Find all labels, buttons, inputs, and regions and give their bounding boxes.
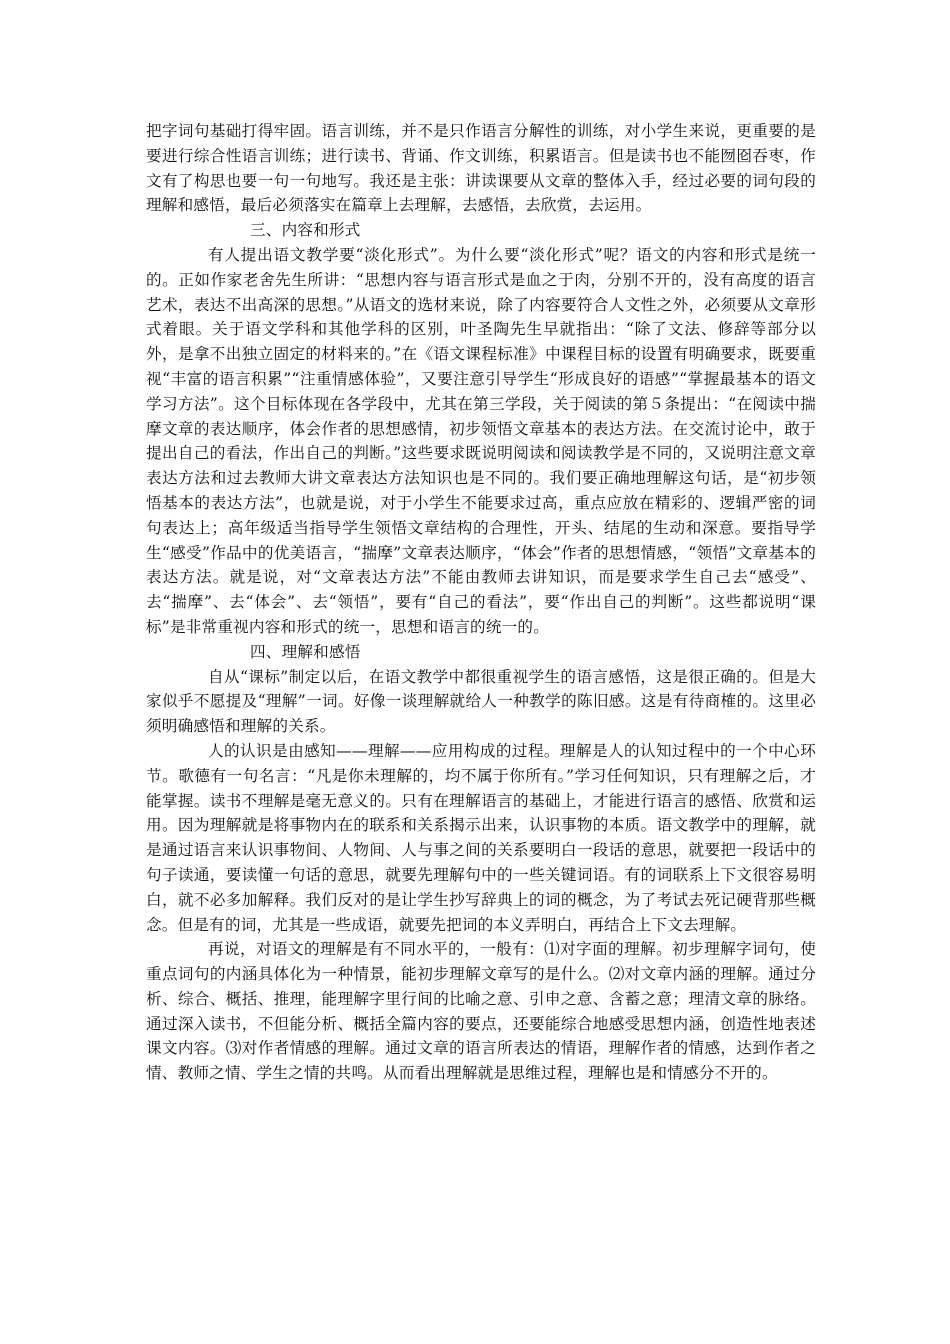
paragraph-content-and-form: 有人提出语文教学要“淡化形式”。为什么要“淡化形式”呢？语文的内容和形式是统一的。正如作家老舍先生所讲：“思想内容与语言形式是血之于肉，分别不开的，没有高度的语言艺术，表达不出高深的思想。”从语文的选材来说，除了内容要符合人文性之外，必须要从文章形式着眼。关于语文学科和其他学科的区别，叶圣陶先生早就指出：“除了文法、修辞等部分以外，是拿不出独立固定的材料来的。”在《语文课程标准》中课程目标的设置有明确要求，既要重视“丰富的语言积累”“注重情感体验”，又要注意引导学生“形成良好的语感”“掌握最基本的语文学习方法”。这个目标体现在各学段中，尤其在第三学段，关于阅读的第５条提出：“在阅读中揣摩文章的表达顺序，体会作者的思想感情，初步领悟文章基本的表达方法。在交流讨论中，敢于提出自己的看法，作出自己的判断。”这些要求既说明阅读和阅读教学是不同的，又说明注意文章表达方法和过去教师大讲文章表达方法知识也是不同的。我们要正确地理解这句话，是“初步领悟基本的表达方法”，也就是说，对于小学生不能要求过高，重点应放在精彩的、逻辑严密的词句表达上；高年级适当指导学生领悟文章结构的合理性，开头、结尾的生动和深意。要指导学生“感受”作品中的优美语言，“揣摩”文章表达顺序，“体会”作者的思想情感，“领悟”文章基本的表达方法。就是说，对“文章表达方法”不能由教师去讲知识，而是要求学生自己去“感受”、去“揣摩”、去“体会”、去“领悟”，要有“自己的看法”，要“作出自己的判断”。这些都说明“课标”是非常重视内容和形式的统一，思想和语言的统一的。 xyxy=(146,245,816,636)
section-heading-understanding-and-perception: 四、理解和感悟 xyxy=(250,642,361,661)
document-page xyxy=(146,119,816,1086)
paragraph-intro: 把字词句基础打得牢固。语言训练，并不是只作语言分解性的训练，对小学生来说，更重要的是要进行综合性语言训练；进行读书、背诵、作文训练，积累语言。但是读书也不能囫囵吞枣，作文有了构思也要一句一句地写。我还是主张：讲读课要从文章的整体入手，经过必要的词句段的理解和感悟，最后必须落实在篇章上去理解，去感悟，去欣赏，去运用。 xyxy=(146,122,816,215)
paragraph-cognition-process: 人的认识是由感知——理解——应用构成的过程。理解是人的认知过程中的一个中心环节。歌德有一句名言：“凡是你未理解的，均不属于你所有。”学习任何知识，只有理解之后，才能掌握。读书不理解是毫无意义的。只有在理解语言的基础上，才能进行语言的感悟、欣赏和运用。因为理解就是将事物内在的联系和关系揭示出来，认识事物的本质。语文教学中的理解，就是通过语言来认识事物间、人物间、人与事之间的关系要明白一段话的意思，就要把一段话中的句子读通，要读懂一句话的意思，就要先理解句中的一些关键词语。有的词联系上下文很容易明白，就不必多加解释。我们反对的是让学生抄写辞典上的词的概念，为了考试去死记硬背那些概念。但是有的词，尤其是一些成语，就要先把词的本义弄明白，再结合上下文去理解。 xyxy=(146,741,816,934)
section-heading-content-and-form: 三、内容和形式 xyxy=(250,221,361,240)
paragraph-curriculum-standard: 自从“课标”制定以后，在语文教学中都很重视学生的语言感悟，这是很正确的。但是大家似乎不愿提及“理解”一词。好像一谈理解就给人一种教学的陈旧感。这是有待商榷的。这里必须明确感悟和理解的关系。 xyxy=(146,667,816,736)
paragraph-understanding-levels: 再说，对语文的理解是有不同水平的，一般有：⑴对字面的理解。初步理解字词句，使重点词句的内涵具体化为一种情景，能初步理解文章写的是什么。⑵对文章内涵的理解。通过分析、综合、概括、推理，能理解字里行间的比喻之意、引申之意、含蓄之意；理清文章的脉络。通过深入读书，不但能分析、概括全篇内容的要点，还要能综合地感受思想内涵，创造性地表述课文内容。⑶对作者情感的理解。通过文章的语言所表达的情语，理解作者的情感，达到作者之情、教师之情、学生之情的共鸣。从而看出理解就是思维过程，理解也是和情感分不开的。 xyxy=(146,940,816,1083)
